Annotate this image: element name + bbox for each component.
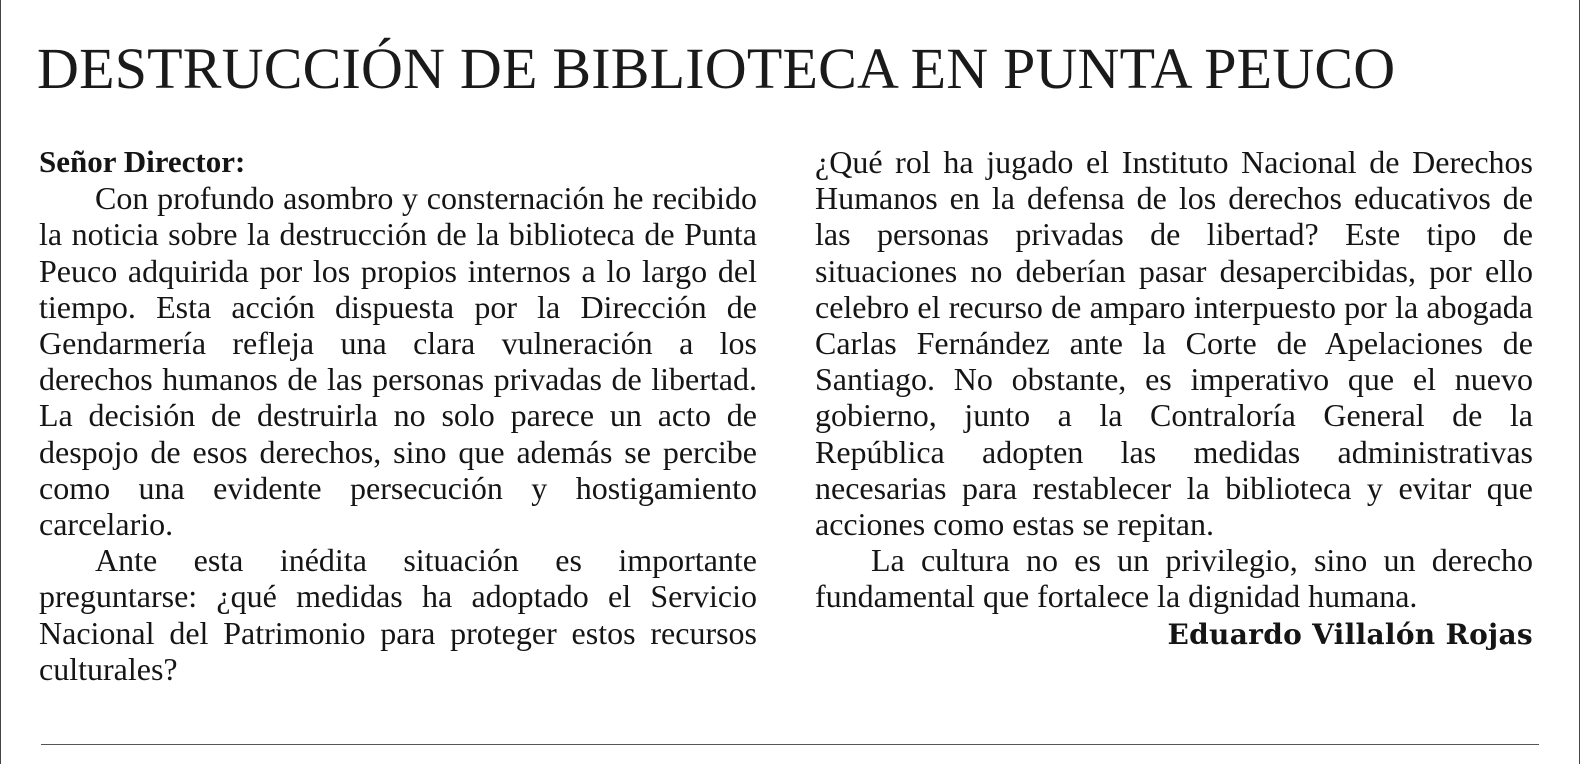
signature: Eduardo Villalón Rojas (1167, 617, 1533, 651)
paragraph-2-continued: ¿Qué rol ha jugado el Instituto Nacional de Derechos Humanos en la defensa de los derechos educativos de las personas privadas de libertad? Este tipo de situaciones no deberían pasar desapercibidas, por ello celebro el recurso de amparo interpuesto por la abogada Carlas Fernández ante la Corte de Apelaciones de Santiago. No obstante, es imperativo que el nuevo gobierno, junto a la Contraloría General de la República adopten las medidas administrativas necesarias para restablecer la biblioteca y evitar que acciones como estas se repitan. (815, 144, 1533, 543)
paragraph-2 (39, 542, 757, 687)
paragraph-3: La cultura no es un privilegio, sino un derecho fundamental que fortalece la dignidad humana. (815, 542, 1533, 615)
paragraph-2-text: Ante esta inédita situación es importante preguntarse: ¿qué medidas ha adoptado el Servicio Nacional del Patrimonio para proteger estos recursos culturales? (39, 542, 757, 687)
column-left (39, 144, 757, 687)
salutation: Señor Director: (39, 144, 246, 179)
bottom-divider (41, 744, 1539, 745)
paragraph-1: Con profundo asombro y consternación he recibido la noticia sobre la destrucción de la biblioteca de Punta Peuco adquirida por los propios internos a lo largo del tiempo. Esta acción dispuesta por la Dirección de Gendarmería refleja una clara vulneración a los derechos humanos de las personas privadas de libertad. La decisión de destruirla no solo parece un acto de despojo de esos derechos, sino que además se percibe como una evidente persecución y hostigamiento carcelario. (39, 180, 757, 543)
headline: DESTRUCCIÓN DE BIBLIOTECA EN PUNTA PEUCO (37, 36, 1396, 101)
column-right (815, 144, 1533, 655)
